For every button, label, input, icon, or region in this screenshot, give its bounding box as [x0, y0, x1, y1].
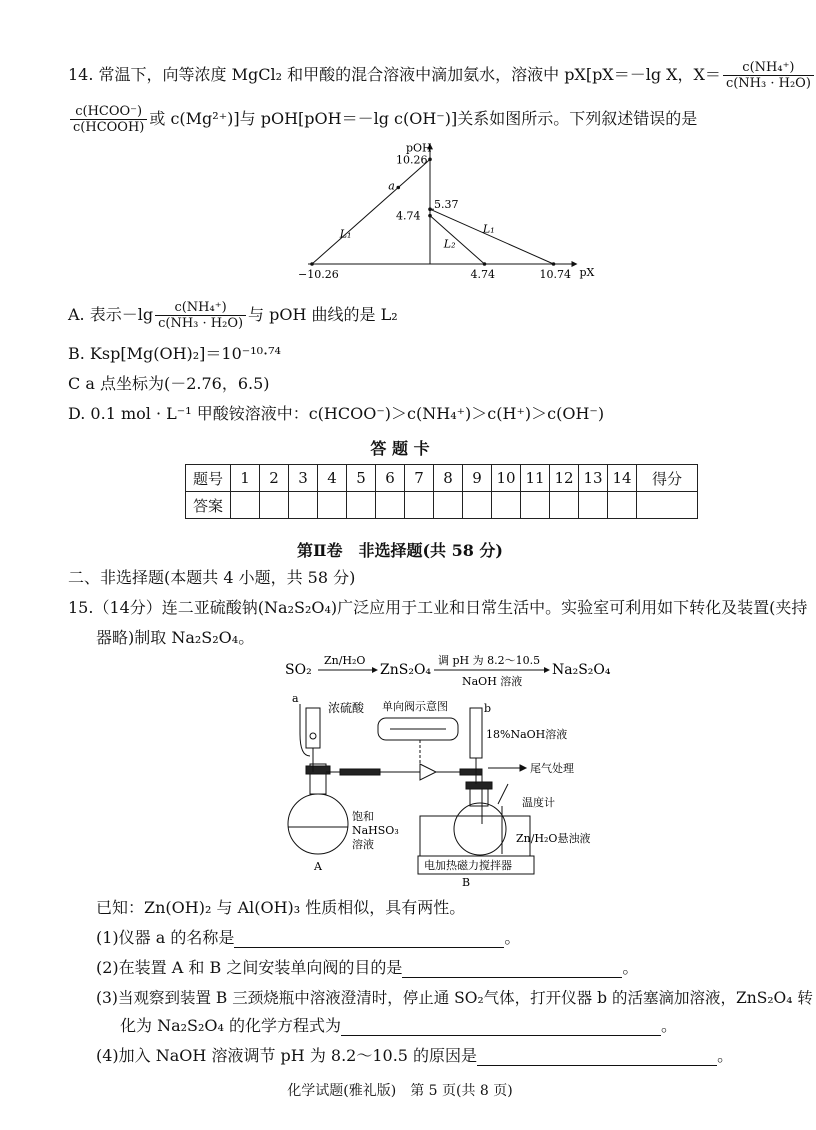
question-number-cell: 14 [608, 465, 637, 492]
label-zn: Zn/H₂O悬浊液 [516, 832, 591, 845]
flask-b [454, 803, 506, 855]
question-number-cell: 7 [405, 465, 434, 492]
point-a [396, 186, 400, 190]
question-number-cell: 6 [376, 465, 405, 492]
q15-line1: 15.（14分）连二亚硫酸钠(Na₂S₂O₄)广泛应用于工业和日常生活中。实验室可利用如下转化及装置(夹持 [68, 598, 808, 617]
y-axis-label: pOH [406, 141, 432, 155]
part-title: 第Ⅱ卷 非选择题(共 58 分) [296, 541, 504, 560]
q14-line1: 14. 常温下，向等浓度 MgCl₂ 和甲酸的混合溶液中滴加氨水，溶液中 pX[pX＝－lg X，X＝ $\frac{\text{c(NH₄⁺)}}{\text{c(NH₃ · H₂O)}}$ [68, 60, 816, 91]
y-tick-label: 4.74 [396, 209, 421, 223]
series-label: L₁ [482, 222, 495, 236]
option-a-fraction: $\frac{\text{c(NH₄⁺)}}{\text{c(NH₃ · H₂O)}}$ [155, 300, 246, 331]
score-cell[interactable] [637, 492, 698, 519]
x-tick-label: 10.74 [539, 268, 572, 281]
fraction-nh4: $\frac{\text{c(NH₄⁺)}}{\text{c(NH₃ · H₂O)}}$ [723, 60, 814, 91]
option-b: B. Ksp[Mg(OH)₂]＝10⁻¹⁰·⁷⁴ [68, 344, 281, 363]
scheme-arrow2-bottom: NaOH 溶液 [462, 675, 523, 688]
option-d: D. 0.1 mol · L⁻¹ 甲酸铵溶液中：c(HCOO⁻)＞c(NH₄⁺)＞c(H⁺)＞c(OH⁻) [68, 404, 605, 423]
answer-cell[interactable] [260, 492, 289, 519]
answer-cell[interactable] [347, 492, 376, 519]
question-number-cell: 2 [260, 465, 289, 492]
question-number-cell: 1 [231, 465, 260, 492]
series-label: L₁ [339, 227, 352, 241]
answer-cell[interactable] [289, 492, 318, 519]
x-tick-label: 4.74 [470, 268, 496, 281]
y-tick-label: 10.26 [396, 153, 428, 167]
q14-line2: $\frac{\text{c(HCOO⁻)}}{\text{c(HCOOH)}}$ 或 c(Mg²⁺)]与 pOH[pOH＝－lg c(OH⁻)]关系如图所示。下列叙述错误的是 [68, 104, 697, 135]
series-line [430, 216, 485, 264]
y-tick-dot [428, 158, 432, 162]
question-number-cell: 13 [579, 465, 608, 492]
x-axis-arrow [572, 261, 578, 267]
water-bath [420, 816, 530, 856]
section-heading: 二、非选择题(本题共 4 小题，共 58 分) [68, 568, 356, 587]
y-tick-dot [428, 214, 432, 218]
q15-sub3b: 化为 Na₂S₂O₄ 的化学方程式为 。 [120, 1016, 678, 1035]
answer-cell[interactable] [434, 492, 463, 519]
answer-cell[interactable] [231, 492, 260, 519]
point-a-label: a [388, 179, 395, 193]
scheme-mid: ZnS₂O₄ [380, 662, 432, 678]
answer-cell[interactable] [579, 492, 608, 519]
label-a: a [292, 692, 299, 705]
label-tail: 尾气处理 [530, 762, 574, 775]
label-valve: 单向阀示意图 [382, 700, 448, 713]
q15-sub1: (1)仪器 a 的名称是 。 [96, 928, 521, 947]
label-sat2: NaHSO₃ [352, 824, 399, 837]
answer-cell[interactable] [376, 492, 405, 519]
x-tick-label: −10.26 [298, 268, 339, 281]
answer-cell[interactable] [521, 492, 550, 519]
question-number-cell: 5 [347, 465, 376, 492]
page-footer: 化学试题(雅礼版) 第 5 页(共 8 页) [287, 1083, 513, 1099]
q15-sub4: (4)加入 NaOH 溶液调节 pH 为 8.2～10.5 的原因是 。 [96, 1046, 734, 1065]
q15-known: 已知：Zn(OH)₂ 与 Al(OH)₃ 性质相似，具有两性。 [96, 898, 466, 917]
x-tick-dot [483, 262, 487, 266]
q15-sub3a: (3)当观察到装置 B 三颈烧瓶中溶液澄清时，停止通 SO₂气体，打开仪器 b 的活塞滴加溶液，ZnS₂O₄ 转 [96, 989, 813, 1007]
answer-blank-3[interactable] [341, 1021, 661, 1036]
x-tick-dot [310, 262, 314, 266]
q15-line2: 器略)制取 Na₂S₂O₄。 [96, 628, 255, 647]
label-thermo: 温度计 [522, 796, 555, 809]
answer-card-table [185, 464, 698, 519]
answer-cell[interactable] [608, 492, 637, 519]
x-axis-label: pX [579, 266, 595, 279]
question-number-cell: 4 [318, 465, 347, 492]
dropping-funnel-a [306, 708, 320, 748]
option-c: C a 点坐标为(－2.76，6.5) [68, 374, 270, 393]
label-sat3: 溶液 [352, 838, 374, 851]
dropping-funnel-b [470, 708, 482, 758]
answer-cell[interactable] [318, 492, 347, 519]
question-number-cell: 12 [550, 465, 579, 492]
label-apparatus-b: B [462, 876, 471, 889]
answer-cell[interactable] [550, 492, 579, 519]
scheme-start: SO₂ [285, 662, 312, 678]
answer-cell[interactable] [492, 492, 521, 519]
row-label-answer: 答案 [186, 492, 231, 519]
x-tick-dot [552, 262, 556, 266]
question-number-cell: 9 [463, 465, 492, 492]
question-number-cell: 3 [289, 465, 318, 492]
label-stirrer: 电加热磁力搅拌器 [424, 859, 512, 872]
apparatus-diagram [270, 694, 600, 889]
scheme-arrow2-top: 调 pH 为 8.2～10.5 [438, 654, 541, 667]
flask-a [288, 794, 348, 854]
scheme-end: Na₂S₂O₄ [552, 662, 611, 678]
one-way-valve [420, 764, 436, 780]
question-number-cell: 8 [434, 465, 463, 492]
label-conc-acid: 浓硫酸 [328, 701, 365, 715]
question-number-cell: 11 [521, 465, 550, 492]
question-number-cell: 10 [492, 465, 521, 492]
label-sat1: 饱和 [352, 810, 374, 823]
series-label: L₂ [443, 237, 456, 251]
answer-card-title: 答 题 卡 [370, 439, 430, 458]
pOH-pX-chart [290, 141, 595, 282]
q15-sub2: (2)在装置 A 和 B 之间安装单向阀的目的是 。 [96, 958, 639, 977]
fraction-hcoo: $\frac{\text{c(HCOO⁻)}}{\text{c(HCOOH)}}$ [70, 104, 147, 135]
row-label-number: 题号 [186, 465, 231, 492]
answer-blank-2[interactable] [402, 963, 622, 978]
scheme-arrow1-label: Zn/H₂O [324, 654, 366, 667]
answer-blank-1[interactable] [234, 933, 504, 948]
option-a: A. 表示－lg $\frac{\text{c(NH₄⁺)}}{\text{c(NH₃ · H₂O)}}$ 与 pOH 曲线的是 L₂ [68, 300, 398, 331]
answer-cell[interactable] [405, 492, 434, 519]
label-apparatus-a: A [314, 860, 322, 873]
y-tick-label: 5.37 [434, 198, 459, 212]
reaction-scheme [280, 648, 620, 690]
answer-blank-4[interactable] [477, 1051, 717, 1066]
label-naoh: 18%NaOH溶液 [486, 728, 568, 741]
answer-cell[interactable] [463, 492, 492, 519]
score-label: 得分 [637, 465, 698, 492]
label-b: b [484, 702, 492, 715]
